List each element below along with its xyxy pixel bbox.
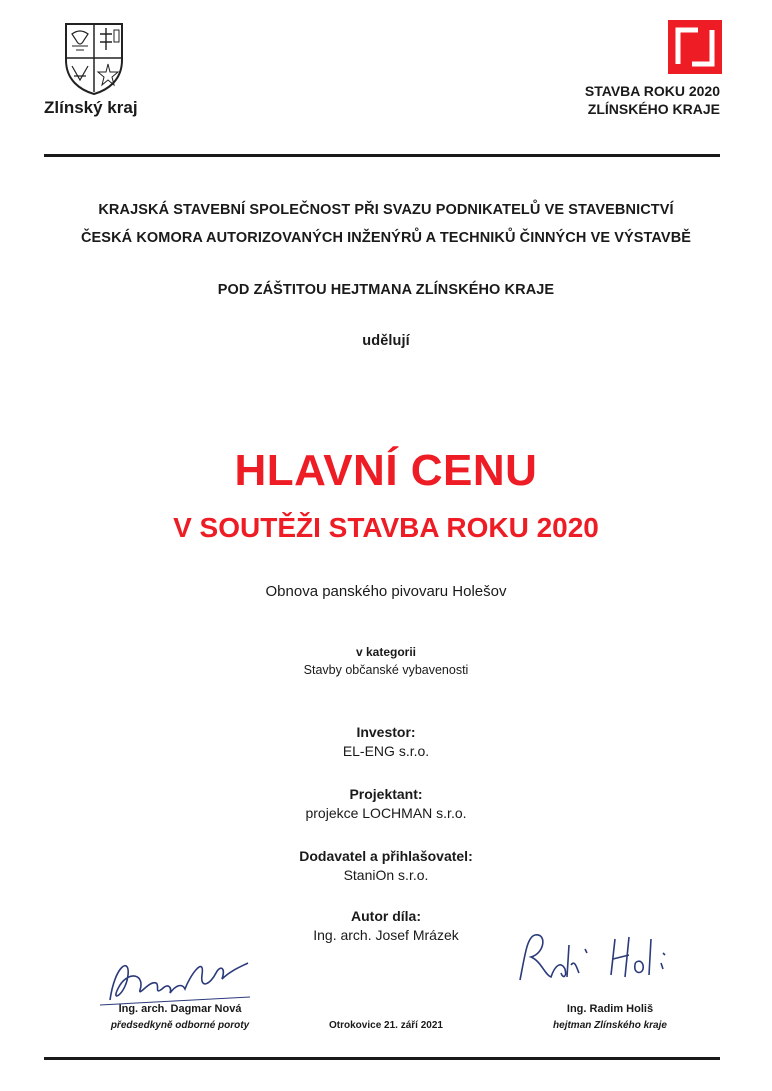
right-signatory-name: Ing. Radim Holiš xyxy=(566,1003,654,1015)
competition-title-line2: ZLÍNSKÉHO KRAJE xyxy=(587,101,720,117)
right-signature xyxy=(505,925,690,995)
organizer-line-2: ČESKÁ KOMORA AUTORIZOVANÝCH INŽENÝRŮ A TECHNIKŮ ČINNÝCH VE VÝSTAVBĚ xyxy=(80,230,692,246)
competition-title-block xyxy=(540,82,720,118)
award-subtitle: V SOUTĚŽI STAVBA ROKU 2020 xyxy=(173,512,599,543)
project-name: Obnova panského pivovaru Holešov xyxy=(265,583,507,600)
author-label: Autor díla: xyxy=(351,908,421,924)
award-title: HLAVNÍ CENU xyxy=(234,446,538,495)
top-divider xyxy=(44,154,720,157)
patronage-line: POD ZÁŠTITOU HEJTMANA ZLÍNSKÉHO KRAJE xyxy=(217,282,555,298)
place-and-date: Otrokovice 21. září 2021 xyxy=(329,1020,443,1031)
left-signatory-name: Ing. arch. Dagmar Nová xyxy=(118,1003,242,1015)
left-signatory-role: předsedkyně odborné poroty xyxy=(110,1020,250,1031)
zlin-region-name: Zlínský kraj xyxy=(44,98,138,117)
investor-value: EL-ENG s.r.o. xyxy=(342,743,430,759)
category-value: Stavby občanské vybavenosti xyxy=(303,663,469,677)
category-label: v kategorii xyxy=(355,645,417,659)
competition-title-line1: STAVBA ROKU 2020 xyxy=(584,83,720,99)
right-signatory-role: hejtman Zlínského kraje xyxy=(553,1020,667,1031)
designer-label: Projektant: xyxy=(349,786,423,802)
stavba-roku-logo xyxy=(668,20,722,74)
bottom-divider xyxy=(44,1057,720,1060)
contractor-label: Dodavatel a přihlašovatel: xyxy=(299,848,473,864)
investor-label: Investor: xyxy=(356,724,416,740)
verb-line: udělují xyxy=(362,333,410,349)
designer-value: projekce LOCHMAN s.r.o. xyxy=(305,805,467,821)
organizer-line-1: KRAJSKÁ STAVEBNÍ SPOLEČNOST PŘI SVAZU PODNIKATELŮ VE STAVEBNICTVÍ xyxy=(98,202,674,218)
author-value: Ing. arch. Josef Mrázek xyxy=(313,927,459,943)
contractor-value: StaniOn s.r.o. xyxy=(343,867,429,883)
zlin-region-coat-of-arms xyxy=(62,20,126,96)
